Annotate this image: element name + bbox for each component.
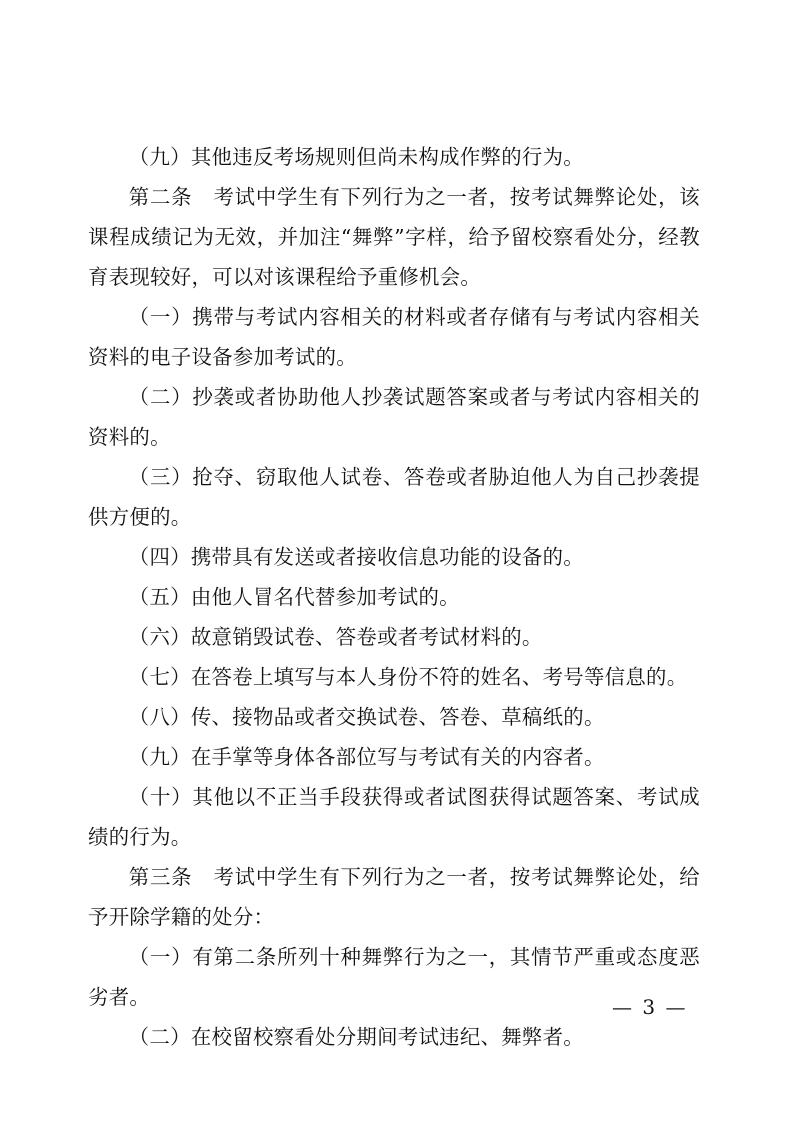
paragraph-article-3-item-2: （二）在校留校察看处分期间考试违纪、舞弊者。: [128, 1025, 584, 1049]
paragraph-article-2-item-9: （九）在手掌等身体各部位写与考试有关的内容者。: [128, 745, 605, 769]
paragraph-article-2-item-1: （一）携带与考试内容相关的材料或者存储有与考试内容相关资料的电子设备参加考试的。: [88, 305, 700, 369]
paragraph-article-2-item-5: （五）由他人冒名代替参加考试的。: [128, 585, 460, 609]
page-number: — 3 —: [612, 995, 688, 1019]
paragraph-article-2-item-3: （三）抢夺、窃取他人试卷、答卷或者胁迫他人为自己抄袭提供方便的。: [88, 465, 700, 529]
paragraph-article-2-item-2: （二）抄袭或者协助他人抄袭试题答案或者与考试内容相关的资料的。: [88, 385, 700, 449]
paragraph-article-2: 第二条 考试中学生有下列行为之一者，按考试舞弊论处，该课程成绩记为无效，并加注“舞弊”字样，给予留校察看处分，经教育表现较好，可以对该课程给予重修机会。: [88, 185, 700, 289]
paragraph-article-2-item-10: （十）其他以不正当手段获得或者试图获得试题答案、考试成绩的行为。: [88, 785, 700, 849]
paragraph-clause-9-other-violations: （九）其他违反考场规则但尚未构成作弊的行为。: [128, 145, 584, 169]
paragraph-article-2-item-8: （八）传、接物品或者交换试卷、答卷、草稿纸的。: [128, 705, 605, 729]
paragraph-article-2-item-4: （四）携带具有发送或者接收信息功能的设备的。: [128, 545, 584, 569]
paragraph-article-3: 第三条 考试中学生有下列行为之一者，按考试舞弊论处，给予开除学籍的处分：: [88, 865, 700, 929]
paragraph-article-3-item-1: （一）有第二条所列十种舞弊行为之一，其情节严重或态度恶劣者。: [88, 945, 700, 1009]
document-body: [88, 137, 700, 1057]
paragraph-article-2-item-6: （六）故意销毁试卷、答卷或者考试材料的。: [128, 625, 543, 649]
paragraph-article-2-item-7: （七）在答卷上填写与本人身份不符的姓名、考号等信息的。: [128, 665, 688, 689]
